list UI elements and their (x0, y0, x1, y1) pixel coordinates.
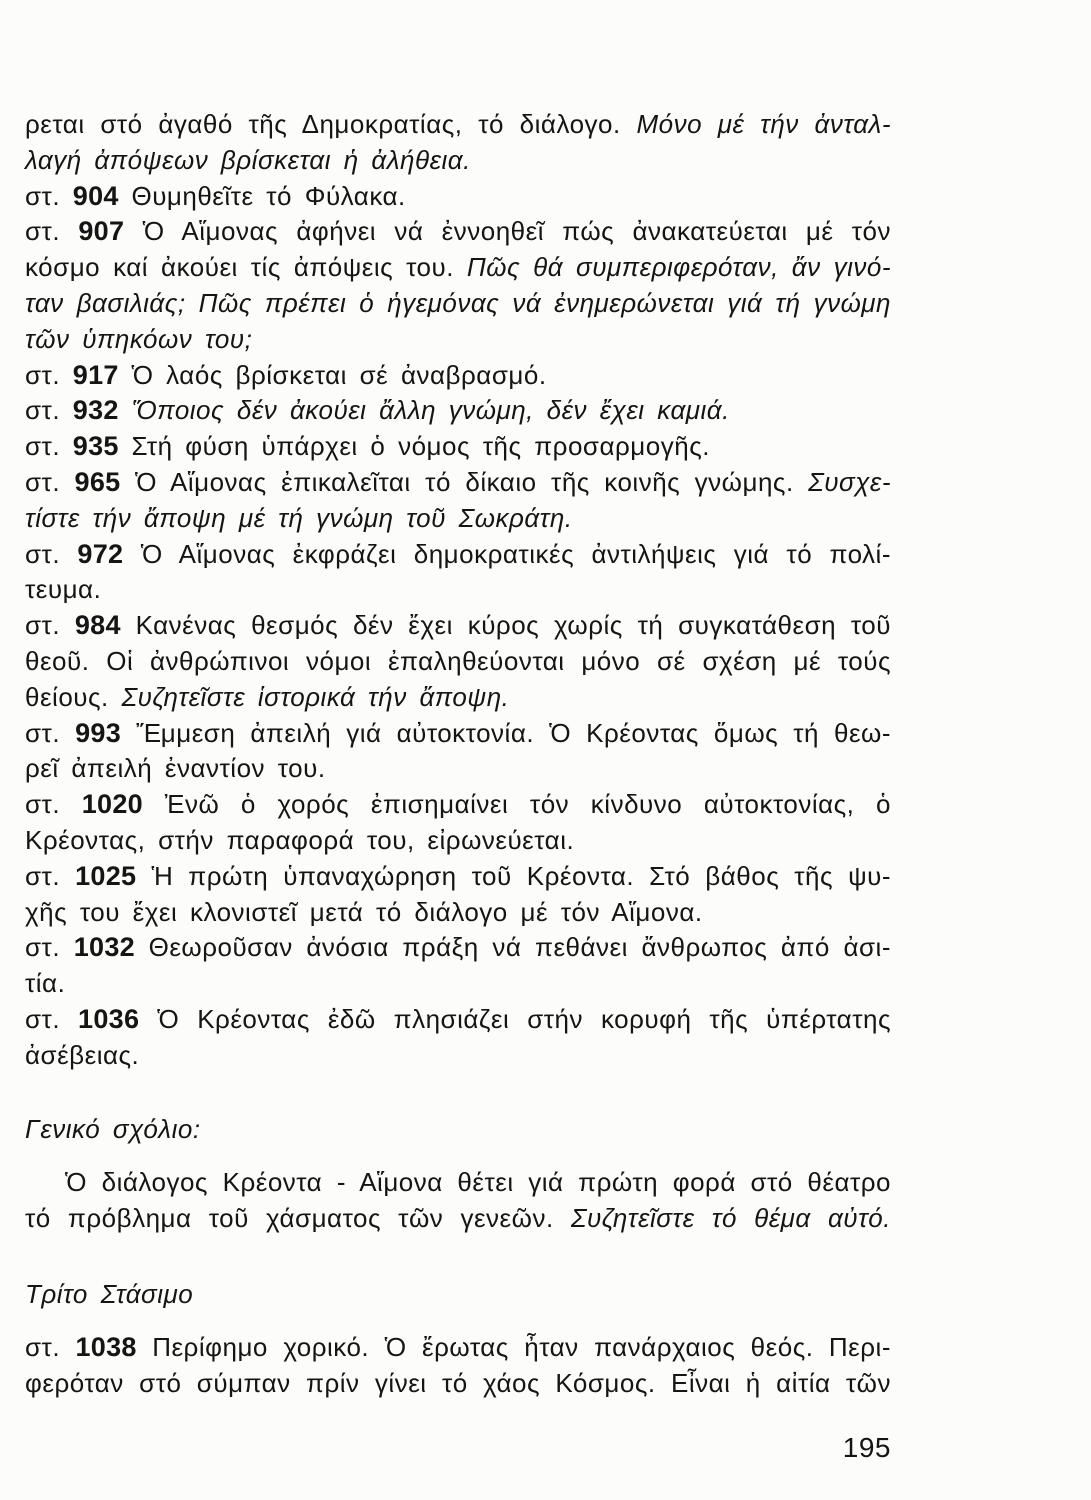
commentary-text: ρεῖ ἀπειλή ἐναντίον του. (25, 753, 326, 784)
commentary-text: Ἔμμεση ἀπειλή γιά αὐτοκτονία. Ὁ Κρέοντας ὅμως τή θεω- (136, 717, 891, 748)
commentary-text: Ἐνῶ ὁ χορός ἐπισημαίνει τόν κίνδυνο αὐτοκτονίας, ὁ (164, 789, 891, 820)
verse-number: 904 (72, 180, 119, 211)
verse-number: 993 (75, 717, 122, 748)
commentary-text: θείους. (25, 681, 109, 712)
verse-number: 932 (72, 395, 119, 426)
commentary-text-italic: ταν βασιλιάς; Πῶς πρέπει ὁ ἡγεμόνας νά ἐνημερώνεται γιά τή γνώμη (25, 287, 891, 318)
commentary-text: κόσμο καί ἀκούει τίς ἀπόψεις του. (25, 252, 454, 283)
commentary-text: Ὁ διάλογος Κρέοντα - Αἵμονα θέτει γιά πρώτη φορά στό θέατρο (65, 1167, 891, 1197)
commentary-block (25, 107, 891, 1074)
commentary-text: ρεται στό ἀγαθό τῆς Δημοκρατίας, τό διάλογο. (25, 109, 621, 139)
commentary-text: Κανένας θεσμός δέν ἔχει κύρος χωρίς τή συγκατάθεση τοῦ (135, 610, 891, 641)
commentary-line (25, 1330, 891, 1366)
commentary-line (25, 644, 891, 680)
commentary-text-italic: Ὅποιος δέν ἀκούει ἄλλη γνώμη, δέν ἔχει καμιά. (131, 395, 730, 426)
commentary-line (25, 859, 891, 895)
commentary-line (25, 143, 891, 179)
verse-number: 1025 (75, 860, 137, 891)
commentary-text-italic: τίστε τήν ἄποψη μέ τή γνώμη τοῦ Σωκράτη. (25, 502, 573, 533)
commentary-text: τό πρόβλημα τοῦ χάσματος τῶν γενεῶν. (25, 1202, 554, 1233)
commentary-text: Ὁ λαός βρίσκεται σέ ἀναβρασμό. (131, 359, 547, 390)
verse-label: στ. (25, 717, 61, 748)
commentary-line (25, 608, 891, 644)
commentary-line (25, 286, 891, 322)
verse-label: στ. (25, 466, 61, 497)
commentary-line (25, 895, 891, 931)
commentary-text-italic: λαγή ἀπόψεων βρίσκεται ἡ ἀλήθεια. (25, 144, 471, 175)
commentary-line (25, 680, 891, 716)
commentary-text-italic: Μόνο μέ τήν ἀνταλ- (636, 109, 892, 139)
verse-number: 917 (72, 359, 119, 390)
verse-label: στ. (25, 431, 61, 462)
verse-number: 1036 (78, 1003, 140, 1034)
verse-number: 984 (74, 610, 121, 641)
verse-number: 1032 (73, 932, 135, 963)
commentary-line (25, 1165, 891, 1201)
verse-number: 935 (72, 431, 119, 462)
commentary-line (25, 429, 891, 465)
section-heading: Τρίτο Στάσιμο (25, 1279, 194, 1309)
verse-label: στ. (25, 860, 61, 891)
commentary-line (25, 537, 891, 573)
verse-label: στ. (25, 1003, 61, 1034)
section-heading: Γενικό σχόλιο: (25, 1114, 201, 1144)
commentary-text: Ὁ Αἵμονας ἐπικαλεῖται τό δίκαιο τῆς κοινῆς γνώμης. (134, 466, 794, 497)
commentary-text: Ὁ Αἵμονας ἐκφράζει δημοκρατικές ἀντιλήψεις γιά τό πολί- (140, 538, 891, 569)
commentary-text-italic: Πῶς θά συμπεριφερόταν, ἄν γινό- (466, 252, 891, 283)
commentary-line (25, 930, 891, 966)
commentary-text: Ἡ πρώτη ὑπαναχώρηση τοῦ Κρέοντα. Στό βάθος τῆς ψυ- (151, 860, 891, 891)
commentary-line (25, 214, 891, 250)
commentary-line (25, 823, 891, 859)
commentary-line (25, 1002, 891, 1038)
verse-label: στ. (25, 359, 61, 390)
commentary-text: Θυμηθεῖτε τό Φύλακα. (131, 180, 406, 211)
verse-label: στ. (25, 538, 61, 569)
commentary-line (25, 501, 891, 537)
commentary-text: Ὁ Αἵμονας ἀφήνει νά ἐννοηθεῖ πώς ἀνακατεύεται μέ τόν (142, 216, 891, 247)
verse-label: στ. (25, 395, 61, 426)
commentary-line (25, 322, 891, 358)
verse-label: στ. (25, 610, 61, 641)
commentary-line (25, 751, 891, 787)
commentary-text: τευμα. (25, 574, 102, 605)
general-comment-heading-block (25, 1112, 891, 1148)
commentary-line (25, 179, 891, 215)
verse-number: 1038 (75, 1332, 137, 1362)
verse-number: 907 (78, 216, 125, 247)
commentary-text: χῆς του ἔχει κλονιστεῖ μετά τό διάλογο μέ τόν Αἵμονα. (25, 896, 703, 927)
commentary-line (25, 716, 891, 752)
commentary-text-italic: Συζητεῖστε ἱστορικά τήν ἄποψη. (121, 681, 510, 712)
commentary-text: Περίφημο χορικό. Ὁ ἔρωτας ἦταν πανάρχαιος θεός. Περι- (152, 1332, 891, 1362)
commentary-line (25, 787, 891, 823)
verse-label: στ. (25, 932, 61, 963)
commentary-line (25, 1366, 891, 1402)
commentary-line (25, 1201, 891, 1237)
verse-number: 972 (77, 538, 124, 569)
commentary-text-italic: Συσχε- (808, 466, 891, 497)
page-number: 195 (842, 1432, 891, 1463)
commentary-text: ἀσέβειας. (25, 1039, 140, 1070)
verse-label: στ. (25, 180, 61, 211)
verse-label: στ. (25, 1332, 61, 1362)
commentary-text: φερόταν στό σύμπαν πρίν γίνει τό χάος Κόσμος. Εἶναι ἡ αἰτία τῶν (25, 1367, 891, 1398)
verse-number: 1020 (81, 789, 143, 820)
commentary-text: Θεωροῦσαν ἀνόσια πράξη νά πεθάνει ἄνθρωπος ἀπό ἀσι- (148, 932, 891, 963)
commentary-line (25, 465, 891, 501)
commentary-text: Στή φύση ὑπάρχει ὁ νόμος τῆς προσαρμογῆς. (131, 431, 710, 462)
commentary-text: Κρέοντας, στήν παραφορά του, εἰρωνεύεται. (25, 824, 575, 855)
verse-number: 965 (74, 466, 121, 497)
general-comment-section (25, 1165, 891, 1237)
commentary-line (25, 250, 891, 286)
commentary-text-italic: Συζητεῖστε τό θέμα αὐτό. (570, 1202, 891, 1233)
commentary-line (25, 966, 891, 1002)
commentary-line (25, 1038, 891, 1074)
verse-label: στ. (25, 216, 61, 247)
commentary-line (25, 393, 891, 429)
commentary-line (25, 107, 891, 143)
commentary-line (25, 572, 891, 608)
third-stasimon-heading-block (25, 1277, 891, 1313)
commentary-text-italic: τῶν ὑπηκόων του; (25, 323, 253, 354)
commentary-text: Ὁ Κρέοντας ἐδῶ πλησιάζει στήν κορυφή τῆς ὑπέρτατης (157, 1003, 891, 1034)
commentary-text: θεοῦ. Οἱ ἀνθρώπινοι νόμοι ἐπαληθεύονται μόνο σέ σχέση μέ τούς (25, 645, 891, 676)
verse-label: στ. (25, 789, 61, 820)
third-stasimon-section (25, 1330, 891, 1402)
commentary-line (25, 358, 891, 394)
commentary-text: τία. (25, 968, 66, 999)
